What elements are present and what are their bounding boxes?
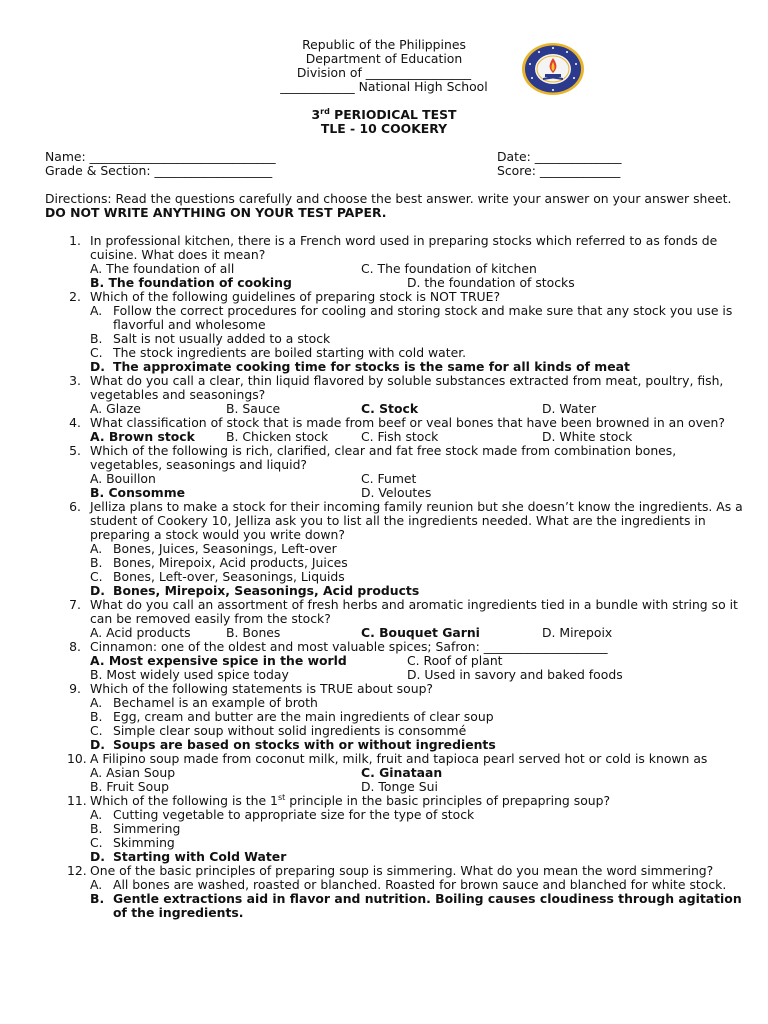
option-row xyxy=(90,430,745,444)
question-text: What do you call a clear, thin liquid flavored by soluble substances extracted from meat, poultry, fish, vegetables and seasonings? xyxy=(90,373,724,402)
question-text: Jelliza plans to make a stock for their incoming family reunion but she doesn’t know the ingredients. As a student of Cookery 10, Jelliza ask you to list all the ingredients needed. What are the ingredients in preparing a stock would you write down? xyxy=(90,499,743,542)
test-name: PERIODICAL TEST xyxy=(329,107,457,122)
letterhead xyxy=(0,38,768,94)
option-row xyxy=(90,654,745,668)
question-number: 10. xyxy=(67,751,87,766)
question-11 xyxy=(45,794,745,864)
option-b: B. Most widely used spice today xyxy=(90,667,289,682)
name-row xyxy=(45,150,735,164)
question-text: One of the basic principles of preparing soup is simmering. What do you mean the word simmering? xyxy=(90,863,714,878)
option-a: A. Bones, Juices, Seasonings, Left-over xyxy=(90,541,337,556)
grade-row xyxy=(45,164,735,178)
option-c: C. Simple clear soup without solid ingredients is consommé xyxy=(90,723,467,738)
option-c: C. Roof of plant xyxy=(407,653,503,668)
option-row xyxy=(90,668,745,682)
option-c-correct: C. Bouquet Garni xyxy=(361,625,480,640)
question-5 xyxy=(45,444,745,500)
option-a: A. Bouillon xyxy=(90,471,156,486)
question-number: 7. xyxy=(69,597,81,612)
division-line: Division of _________________ xyxy=(296,65,472,80)
option-b: B. Egg, cream and butter are the main ingredients of clear soup xyxy=(90,709,494,724)
option-a: A. Glaze xyxy=(90,401,141,416)
option-d: D. the foundation of stocks xyxy=(407,275,575,290)
option-a-correct: A. Most expensive spice in the world xyxy=(90,653,347,668)
option-b: B. Bones xyxy=(226,625,281,640)
subject-title: TLE - 10 COOKERY xyxy=(320,121,448,136)
option-row xyxy=(90,766,745,780)
directions-text: Directions: Read the questions carefully and choose the best answer. write your answer on your answer sheet. xyxy=(45,191,732,206)
ordinal-number: 3 xyxy=(311,107,321,122)
question-text: Which of the following is the 1st principle in the basic principles of prepapring soup? xyxy=(90,792,611,808)
question-text: What classification of stock that is made from beef or veal bones that have been browned in an oven? xyxy=(90,415,725,430)
option-a: A. Asian Soup xyxy=(90,765,176,780)
option-c: C. Fish stock xyxy=(361,429,439,444)
option-b-correct: B. Consomme xyxy=(90,485,186,500)
department-line: Department of Education xyxy=(305,51,463,66)
question-2 xyxy=(45,290,745,374)
option-d: D. Mirepoix xyxy=(542,625,613,640)
question-text: Which of the following guidelines of preparing stock is NOT TRUE? xyxy=(90,289,501,304)
score-field: Score: _____________ xyxy=(497,163,621,178)
question-8 xyxy=(45,640,745,682)
option-d: D. Water xyxy=(542,401,597,416)
question-text: Which of the following statements is TRUE about soup? xyxy=(90,681,434,696)
option-a-correct: A. Brown stock xyxy=(90,429,195,444)
deped-seal-icon xyxy=(521,42,585,96)
option-b: B. Salt is not usually added to a stock xyxy=(90,331,331,346)
test-title xyxy=(0,108,768,136)
directions xyxy=(45,192,735,220)
question-10 xyxy=(45,752,745,794)
option-row xyxy=(90,276,745,290)
grade-section-field: Grade & Section: ___________________ xyxy=(45,163,273,178)
option-b-correct: B. Gentle extractions aid in flavor and nutrition. Boiling causes cloudiness through agitation of the ingredients. xyxy=(90,891,742,920)
question-number: 8. xyxy=(69,639,81,654)
option-row xyxy=(90,402,745,416)
question-text: Which of the following is rich, clarified, clear and fat free stock made from combination bones, vegetables, seasonings and liquid? xyxy=(90,443,677,472)
option-c: C. Skimming xyxy=(90,835,175,850)
question-text: A Filipino soup made from coconut milk, milk, fruit and tapioca pearl served hot or cold is known as xyxy=(90,751,708,766)
question-number: 9. xyxy=(69,681,81,696)
question-number: 1. xyxy=(69,233,81,248)
name-field: Name: ______________________________ xyxy=(45,149,276,164)
option-c: C. The stock ingredients are boiled starting with cold water. xyxy=(90,345,467,360)
option-c-correct: C. Ginataan xyxy=(361,765,443,780)
option-a: A. Cutting vegetable to appropriate size for the type of stock xyxy=(90,807,475,822)
question-list xyxy=(45,234,745,920)
question-9 xyxy=(45,682,745,752)
option-d: D. Tonge Sui xyxy=(361,779,438,794)
option-b: B. Fruit Soup xyxy=(90,779,169,794)
question-number: 2. xyxy=(69,289,81,304)
option-d-correct: D. Bones, Mirepoix, Seasonings, Acid products xyxy=(90,583,420,598)
school-line: ____________ National High School xyxy=(280,79,488,94)
option-c: C. Bones, Left-over, Seasonings, Liquids xyxy=(90,569,345,584)
option-a: A. Acid products xyxy=(90,625,191,640)
question-number: 12. xyxy=(67,863,87,878)
question-4 xyxy=(45,416,745,444)
option-d: D. Used in savory and baked foods xyxy=(407,667,623,682)
question-7 xyxy=(45,598,745,640)
question-text: Cinnamon: one of the oldest and most valuable spices; Safron: ____________________ xyxy=(90,639,608,654)
option-a: A. Bechamel is an example of broth xyxy=(90,695,318,710)
option-a: A. The foundation of all xyxy=(90,261,235,276)
option-d-correct: D. Starting with Cold Water xyxy=(90,849,287,864)
option-d: D. White stock xyxy=(542,429,633,444)
option-d: D. Veloutes xyxy=(361,485,432,500)
question-number: 4. xyxy=(69,415,81,430)
directions-emphasis: DO NOT WRITE ANYTHING ON YOUR TEST PAPER. xyxy=(45,205,387,220)
option-b: B. Sauce xyxy=(226,401,281,416)
question-12 xyxy=(45,864,745,920)
question-6 xyxy=(45,500,745,598)
option-b: B. Bones, Mirepoix, Acid products, Juices xyxy=(90,555,348,570)
option-d-correct: D. The approximate cooking time for stocks is the same for all kinds of meat xyxy=(90,359,630,374)
option-row xyxy=(90,486,745,500)
ordinal-suffix: rd xyxy=(320,106,330,116)
option-d-correct: D. Soups are based on stocks with or without ingredients xyxy=(90,737,496,752)
date-field: Date: ______________ xyxy=(497,149,622,164)
question-1 xyxy=(45,234,745,290)
option-c: C. Fumet xyxy=(361,471,417,486)
option-c-correct: C. Stock xyxy=(361,401,419,416)
question-text: What do you call an assortment of fresh herbs and aromatic ingredients tied in a bundle with string so it can be removed easily from the stock? xyxy=(90,597,738,626)
question-text: In professional kitchen, there is a French word used in preparing stocks which referred to as fonds de cuisine. What does it mean? xyxy=(90,233,718,262)
option-row xyxy=(90,262,745,276)
option-a: A. All bones are washed, roasted or blanched. Roasted for brown sauce and blanched for white stock. xyxy=(90,877,727,892)
option-b: B. Simmering xyxy=(90,821,181,836)
option-row xyxy=(90,780,745,794)
question-number: 6. xyxy=(69,499,81,514)
option-b: B. Chicken stock xyxy=(226,429,329,444)
option-b-correct: B. The foundation of cooking xyxy=(90,275,292,290)
option-c: C. The foundation of kitchen xyxy=(361,261,537,276)
question-number: 3. xyxy=(69,373,81,388)
question-number: 11. xyxy=(67,793,87,808)
option-row xyxy=(90,472,745,486)
question-number: 5. xyxy=(69,443,81,458)
option-row xyxy=(90,626,745,640)
option-a: A. Follow the correct procedures for cooling and storing stock and make sure that any stock you use is flavorful and wholesome xyxy=(90,303,733,332)
question-3 xyxy=(45,374,745,416)
republic-line: Republic of the Philippines xyxy=(302,37,466,52)
